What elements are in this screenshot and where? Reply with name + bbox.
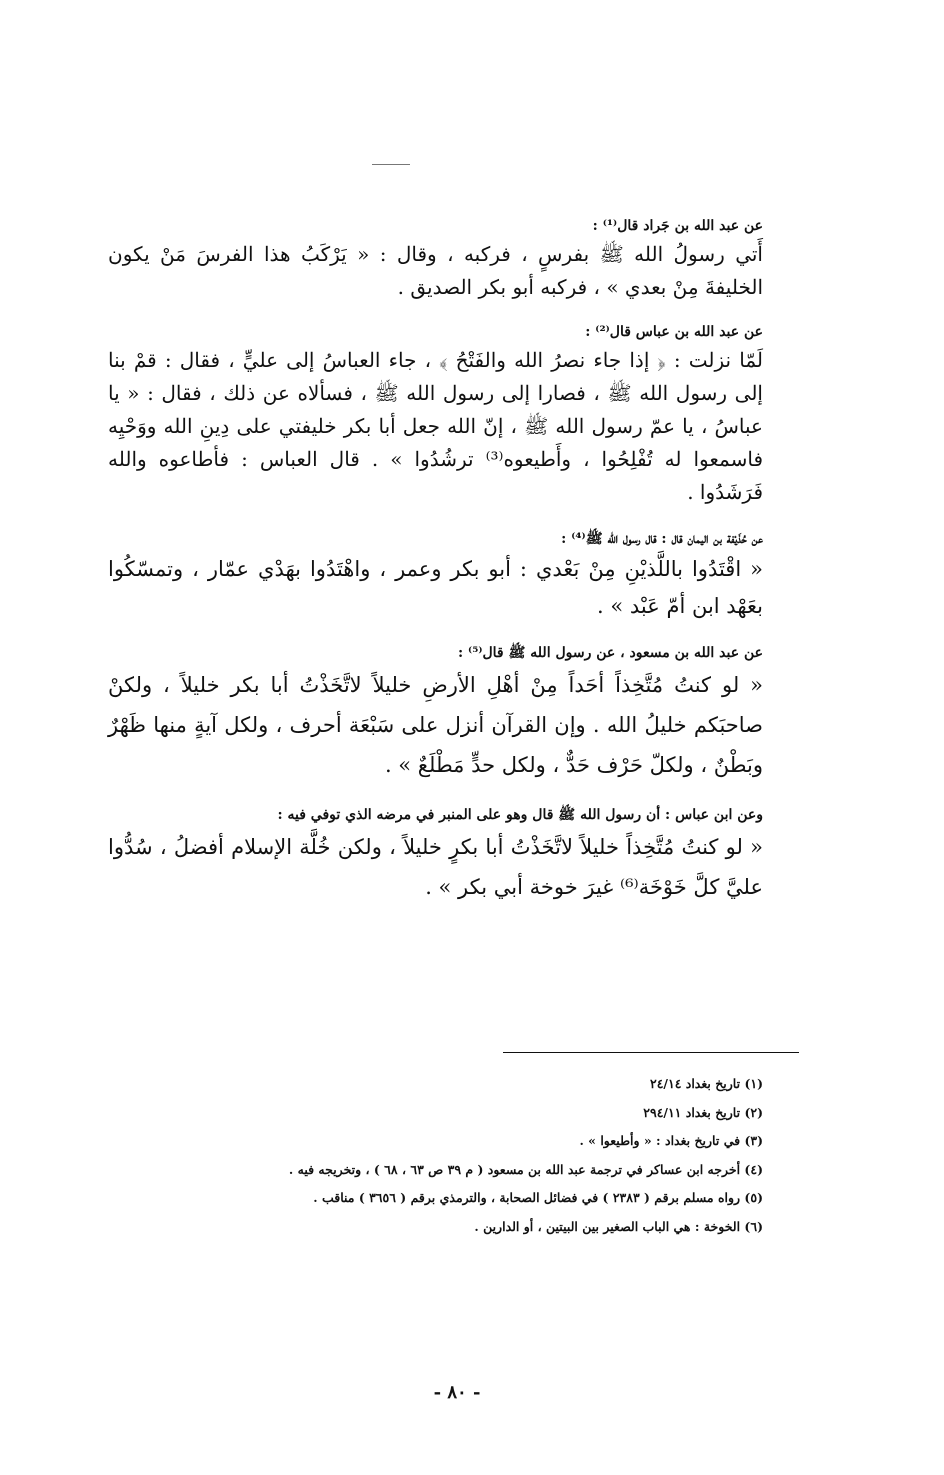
footnote-1: (١) تاريخ بغداد ٢٤/١٤ [649,1076,763,1091]
hadith-text: « اقْتَدُوا باللَّذيْنِ مِنْ بَعْدي : أبو بكر وعمر ، واهْتَدُوا بهَدْي عمّار ، وتمسّكُوا بعَهْد ابن أمّ عَبْد » . [108,557,763,618]
hadith-text: « لو كنتُ مُتَّخِذاً خليلاً لاتَّخَذْتُ أبا بكرٍ خليلاً ، ولكن خُلَّة الإسلام أفضلُ ، سُدُّوا عليَّ كلَّ خَوْخَة⁽⁶⁾ غيرَ خوخة أبي بكر » . [108,835,763,899]
narration-chain: عن حُذَيْفة بن اليمان قال : قال رسول الله ﷺ⁽⁴⁾ : [561,531,763,547]
hadith-section [108,641,763,785]
footnote-6: (٦) الخوخة : هي الباب الصغير بين البيتين ، أو الدارين . [474,1218,763,1234]
hadith-text: « لو كنتُ مُتَّخِذاً أحَداً مِنْ أهْلِ الأرضِ خليلاً لاتَّخَذْتُ أبا بكر خليلاً ، ولكنْ صاحبَكم خليلُ الله . وإن القرآن أنزل على سَبْعَة أحرف ، ولكل آيةٍ منها ظَهْرٌ وبَطْنٌ ، ولكلّ حَرْف حَدٌّ ، ولكل حدٍّ مَطْلَعٌ » . [108,673,763,777]
page-number: - ٨٠ - [433,1382,481,1403]
footnote-2: (٢) تاريخ بغداد ٢٩٤/١١ [643,1104,763,1120]
hadith-section [108,214,763,304]
narration-chain: عن عبد الله بن مسعود ، عن رسول الله ﷺ قال⁽⁵⁾ : [457,645,763,661]
footnotes [203,1070,763,1241]
hadith-text: أَتي رسولُ الله ﷺ بفرسٍ ، فركبه ، وقال : « يَرْكَبُ هذا الفرسَ مَنْ يكون الخليفةَ مِنْ بعدي » ، فركبه أبو بكر الصديق . [108,242,763,299]
narration-chain: عن عبد الله بن جَراد قال⁽¹⁾ : [592,218,763,234]
footnote-separator [503,1052,799,1053]
footnote-4: (٤) أخرجه ابن عساكر في ترجمة عبد الله بن مسعود ( م ٣٩ ص ٦٣ ، ٦٨ ) ، وتخريجه فيه . [288,1161,763,1177]
main-text [108,214,763,923]
narration-chain: وعن ابن عباس : أن رسول الله ﷺ قال وهو على المنبر في مرضه الذي توفي فيه : [277,807,763,823]
footnote-3: (٣) في تاريخ بغداد : « وأطيعوا » . [579,1133,763,1148]
hadith-text: لَمّا نزلت : ﴿ إذا جاء نصرُ الله والفَتْحُ ﴾ ، جاء العباسُ إلى عليٍّ ، فقال : قمْ بنا إلى رسول الله ﷺ ، فصارا إلى رسول الله ﷺ ، فسألاه عن ذلك ، فقال : « يا عباسُ ، يا عمّ رسول الله ﷺ ، إنّ الله جعل أبا بكر خليفتي على دِينِ الله ووَحْيِه فاسمعوا له تُفْلِحُوا ، وأَطيعوه⁽³⁾ ترشُدُوا » . قال العباس : فأطاعوه والله فَرَشَدُوا . [108,348,764,504]
footnote-5: (٥) رواه مسلم برقم ( ٢٣٨٣ ) في فضائل الصحابة ، والترمذي برقم ( ٣٦٥٦ ) مناقب . [313,1190,763,1205]
hadith-section [108,320,763,509]
narration-chain: عن عبد الله بن عباس قال⁽²⁾ : [585,324,763,340]
hadith-section [108,527,763,625]
hadith-section [108,803,763,907]
header-rule [372,164,410,165]
